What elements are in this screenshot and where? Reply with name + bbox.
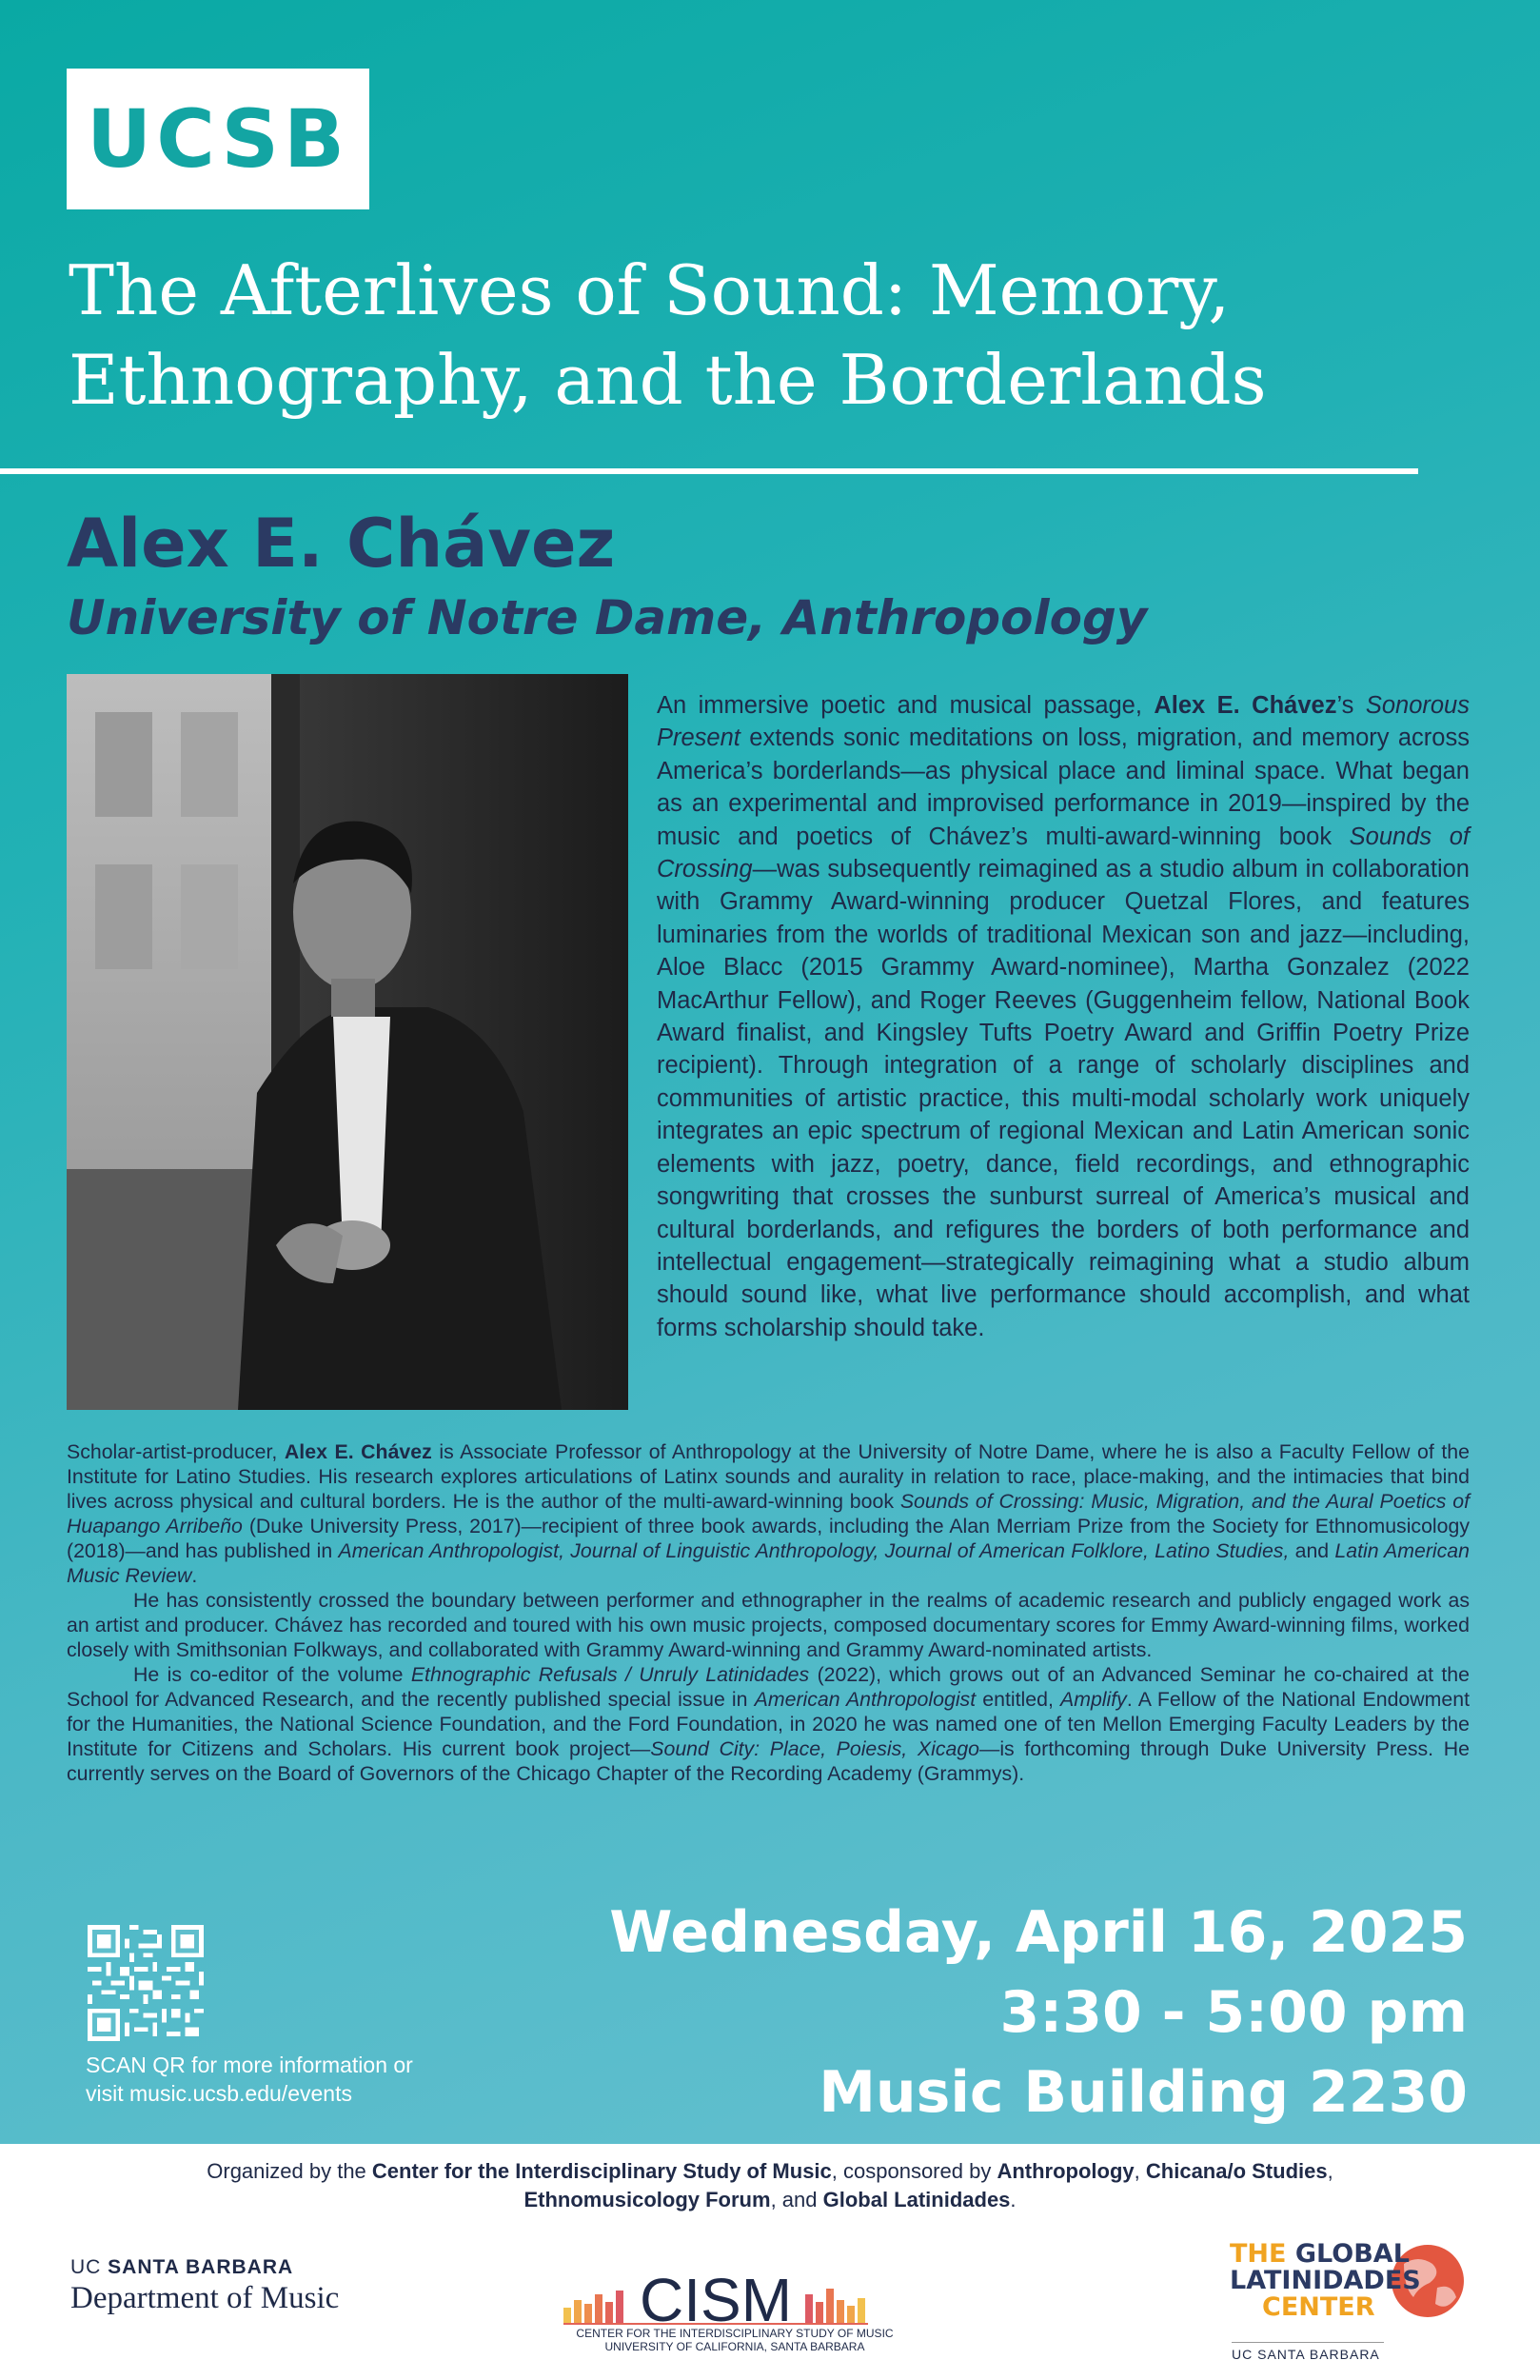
- bio-text: (2022), which grows out of an Advanced Seminar he co-chaired at the School for Advanced Research, and the recently published special issue in: [67, 1663, 1470, 1711]
- bio-text: entitled,: [976, 1688, 1061, 1711]
- speaker-bio: [67, 1439, 1470, 1786]
- bio-text: . A Fellow of the National Endowment for the Humanities, the National Science Foundation, and the Ford Foundation, in 2020 he was named one of ten Mellon Emerging Faculty Leaders by the Institute for Citizens and Scholars. His current book project—: [67, 1688, 1470, 1760]
- ucsb-wordmark-sb: SANTA BARBARA: [108, 2256, 294, 2278]
- abstract-text-4: —was subsequently reimagined as a studio album in collaboration with Grammy Award-winning producer Quetzal Flores, and features luminaries from the worlds of traditional Mexican son and jazz—including, Aloe Blacc (2015 Grammy Award-nominee), Martha Gonzalez (2022 MacArthur Fellow), and Roger Reeves (Guggenheim fellow, National Book Award finalist, and Kingsley Tufts Poetry Award and Griffin Poetry Prize recipient). Through integration of a range of scholarly disciplines and communities of artistic practice, this multi-modal scholarly work uniquely integrates an epic spectrum of regional Mexican and Latin American sonic elements with jazz, poetry, dance, field recordings, and ethnographic songwriting that crosses the sunburst surreal of America’s musical and cultural borderlands, and refigures the borders of both performance and intellectual engagement—strategically reimagining what a studio album should sound like, what live performance should accomplish, and what forms scholarship should take.: [657, 856, 1470, 1341]
- organizers-text: ,: [1134, 2159, 1146, 2183]
- glc-the: THE: [1230, 2239, 1295, 2269]
- bio-text: He is co-editor of the volume: [133, 1663, 411, 1686]
- event-title: [69, 246, 1458, 425]
- bio-paragraph-2: He has consistently crossed the boundary between performer and ethnographer in the realms of academic research and publicly engaged work as an artist and producer. Chávez has recorded and toured with his own music projects, composed documentary scores for Emmy Award-winning films, worked closely with Smithsonian Folkways, and collaborated with Grammy Award-winning and Grammy Award-nominated artists.: [67, 1589, 1470, 1661]
- bio-text: is Associate Professor of Anthropology at the University of Notre Dame, where he is also a Faculty Fellow of the Institute for Latino Studies. His research explores articulations of Latinx sounds and aurality in relation to race, place-making, and the intimacies that bind lives across physical and cultural borders. He is the author of the multi-award-winning book: [67, 1440, 1471, 1513]
- glc-line-1: [1230, 2241, 1421, 2268]
- global-latinidades-wordmark: [1230, 2241, 1421, 2321]
- bio-journals: American Anthropologist, Journal of Linguistic Anthropology, Journal of American Folklore, Latino Studies,: [338, 1539, 1290, 1562]
- bio-speaker-name: Alex E. Chávez: [284, 1440, 432, 1463]
- organizers-text: , and: [770, 2188, 823, 2211]
- bio-journal: American Anthropologist: [754, 1688, 977, 1711]
- qr-caption-line-1: SCAN QR for more information or: [86, 2053, 413, 2077]
- bio-text: —is forthcoming through Duke University Press. He currently serves on the Board of Governors of the Chicago Chapter of the Recording Academy (Grammys).: [67, 1737, 1470, 1785]
- bio-issue-title: Amplify: [1060, 1688, 1127, 1711]
- speaker-name: Alex E. Chávez: [67, 505, 616, 583]
- organizers-text: , cosponsored by: [831, 2159, 997, 2183]
- organizers-text: Organized by the: [207, 2159, 372, 2183]
- cosponsor-global-latinidades: Global Latinidades: [822, 2188, 1011, 2211]
- bio-volume-title: Ethnographic Refusals / Unruly Latinidades: [410, 1663, 810, 1686]
- event-location: Music Building 2230: [819, 2059, 1468, 2126]
- event-date: Wednesday, April 16, 2025: [609, 1899, 1468, 1966]
- ucsb-wordmark-uc: UC: [70, 2256, 109, 2278]
- bio-text: (Duke University Press, 2017)—recipient of three book awards, including the Alan Merriam Prize from the Society for Ethnomusicology (2018)—and has published in: [67, 1515, 1470, 1562]
- title-line-2: Ethnography, and the Borderlands: [69, 340, 1267, 420]
- abstract-text-1: An immersive poetic and musical passage,: [657, 692, 1155, 719]
- cosponsor-anthropology: Anthropology: [997, 2159, 1135, 2183]
- speaker-photo: [67, 674, 628, 1410]
- speaker-portrait-image: [67, 674, 628, 1410]
- organizers-text: ,: [1327, 2159, 1333, 2183]
- abstract-work-title: Sonorous Present: [657, 692, 1470, 752]
- cism-wordmark: CISM: [640, 2266, 792, 2334]
- title-divider: [0, 468, 1418, 474]
- glc-ucsb-wordmark: UC SANTA BARBARA: [1232, 2342, 1384, 2362]
- ucsb-logo-text: UCSB: [87, 92, 349, 186]
- qr-caption: [86, 2051, 485, 2108]
- cism-subtitle-line-1: CENTER FOR THE INTERDISCIPLINARY STUDY OF MUSIC: [576, 2327, 894, 2340]
- qr-code-icon[interactable]: [88, 1925, 204, 2041]
- sponsor-footer: [0, 2144, 1540, 2380]
- abstract-book-title: Sounds of Crossing: [657, 823, 1470, 883]
- bio-text: Scholar-artist-producer,: [67, 1440, 285, 1463]
- organizers-text: .: [1010, 2188, 1017, 2211]
- abstract-text-3: extends sonic meditations on loss, migration, and memory across America’s borderlands—as physical place and liminal space. What began as an experimental and improvised performance in 2019—inspired by the music and poetics of Chávez’s multi-award-winning book: [657, 724, 1470, 850]
- ucsb-music-department-logo: [70, 2256, 339, 2316]
- cosponsor-ethnomusicology: Ethnomusicology Forum: [523, 2188, 771, 2211]
- organizers-statement: [0, 2157, 1540, 2214]
- organizer-cism: Center for the Interdisciplinary Study of Music: [371, 2159, 832, 2183]
- ucsb-logo: [67, 69, 369, 209]
- glc-global: GLOBAL: [1294, 2239, 1410, 2269]
- event-details: [609, 1893, 1468, 2132]
- cism-subtitle-line-2: UNIVERSITY OF CALIFORNIA, SANTA BARBARA: [604, 2340, 865, 2353]
- bio-paragraph-3: [67, 1662, 1470, 1786]
- bio-paragraph-1: [67, 1439, 1470, 1588]
- glc-center: CENTER: [1262, 2292, 1375, 2322]
- bio-book-title: Sounds of Crossing: Music, Migration, and the Aural Poetics of Huapango Arribeño: [67, 1490, 1470, 1537]
- bio-project-title: Sound City: Place, Poiesis, Xicago: [650, 1737, 980, 1760]
- cism-subtitle: [563, 2327, 906, 2353]
- speaker-affiliation: University of Notre Dame, Anthropology: [67, 590, 1148, 645]
- bio-text: .: [191, 1564, 198, 1587]
- event-abstract: [657, 689, 1470, 1344]
- glc-latinidades: LATINIDADES: [1230, 2266, 1421, 2295]
- ucsb-wordmark: [70, 2256, 339, 2279]
- abstract-speaker-name: Alex E. Chávez: [1154, 692, 1337, 719]
- cosponsor-chicano-studies: Chicana/o Studies: [1145, 2159, 1328, 2183]
- bio-text: and: [1289, 1539, 1335, 1562]
- department-name: Department of Music: [70, 2281, 340, 2315]
- event-time: 3:30 - 5:00 pm: [999, 1979, 1468, 2046]
- abstract-text-2: ’s: [1336, 692, 1366, 719]
- bio-journal: Latin American Music Review: [67, 1539, 1470, 1587]
- qr-caption-line-2[interactable]: visit music.ucsb.edu/events: [86, 2081, 352, 2106]
- title-line-1: The Afterlives of Sound: Memory,: [69, 250, 1231, 330]
